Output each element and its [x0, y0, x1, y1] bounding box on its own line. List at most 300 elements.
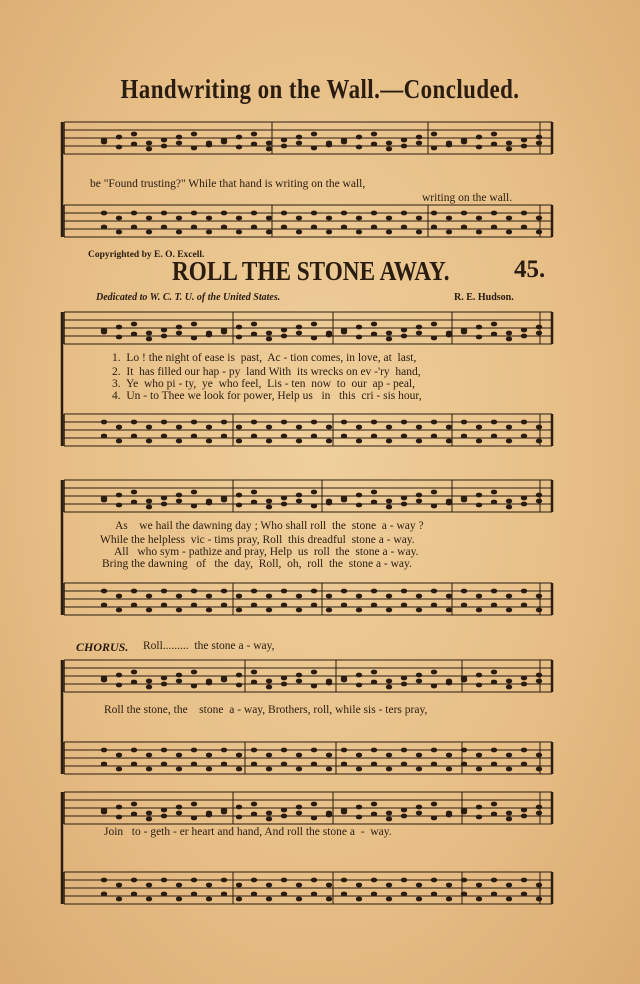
note-head [161, 138, 167, 143]
note-head [461, 878, 467, 883]
verse2-line-4: Bring the dawning of the day, Roll, oh, roll the stone a - way. [102, 558, 412, 570]
note-head [251, 762, 257, 767]
note-head [281, 496, 287, 501]
note-head [386, 753, 392, 758]
note-head [251, 322, 257, 327]
note-head [206, 143, 212, 148]
note-head [191, 434, 197, 439]
note-head [416, 883, 422, 888]
note-head [521, 676, 527, 681]
top-lyric-line: be "Found trusting?" While that hand is writing on the wall, [90, 178, 366, 190]
note-head [386, 685, 392, 690]
note-head [521, 502, 527, 507]
note-head [176, 673, 182, 678]
note-head [491, 603, 497, 608]
note-head [236, 425, 242, 430]
note-head [401, 434, 407, 439]
note-head [536, 673, 542, 678]
note-head [401, 328, 407, 333]
note-head [506, 216, 512, 221]
note-head [176, 141, 182, 146]
note-head [146, 897, 152, 902]
note-head [371, 802, 377, 807]
note-head [236, 216, 242, 221]
note-head [506, 499, 512, 504]
note-head [296, 230, 302, 235]
note-head [311, 670, 317, 675]
note-head [326, 681, 332, 686]
note-head [191, 146, 197, 151]
note-head [461, 892, 467, 897]
note-head [401, 225, 407, 230]
note-head [326, 813, 332, 818]
note-head [221, 434, 227, 439]
note-head [236, 805, 242, 810]
note-head [176, 883, 182, 888]
note-head [371, 812, 377, 817]
note-head [191, 684, 197, 689]
note-head [101, 678, 107, 683]
note-head [356, 594, 362, 599]
note-head [176, 230, 182, 235]
note-head [266, 216, 272, 221]
note-head [506, 141, 512, 146]
note-head [491, 211, 497, 216]
note-head [116, 425, 122, 430]
note-head [506, 608, 512, 613]
note-head [431, 132, 437, 137]
hymn-number: 45. [514, 256, 546, 283]
note-head [311, 420, 317, 425]
note-head [431, 211, 437, 216]
note-head [281, 211, 287, 216]
note-head [116, 608, 122, 613]
note-head [416, 673, 422, 678]
note-head [251, 878, 257, 883]
note-head [476, 815, 482, 820]
note-head [356, 767, 362, 772]
note-head [176, 499, 182, 504]
note-head [401, 144, 407, 149]
note-head [311, 336, 317, 341]
note-head [146, 753, 152, 758]
note-head [146, 594, 152, 599]
note-head [236, 325, 242, 330]
note-head [431, 684, 437, 689]
note-head [191, 670, 197, 675]
note-head [191, 132, 197, 137]
note-head [341, 892, 347, 897]
note-head [131, 322, 137, 327]
note-head [506, 685, 512, 690]
note-head [356, 145, 362, 150]
note-head [356, 493, 362, 498]
note-head [416, 216, 422, 221]
note-head [476, 325, 482, 330]
note-head [296, 679, 302, 684]
note-head [431, 225, 437, 230]
note-head [386, 897, 392, 902]
note-head [176, 608, 182, 613]
note-head [461, 420, 467, 425]
note-head [476, 335, 482, 340]
note-head [491, 802, 497, 807]
note-head [296, 883, 302, 888]
note-head [311, 225, 317, 230]
note-head [416, 679, 422, 684]
note-head [191, 336, 197, 341]
note-head [266, 883, 272, 888]
note-head [251, 670, 257, 675]
note-head [281, 334, 287, 339]
note-head [506, 439, 512, 444]
note-head [251, 132, 257, 137]
note-head [326, 883, 332, 888]
note-head [401, 603, 407, 608]
note-head [491, 500, 497, 505]
note-head [146, 216, 152, 221]
note-head [221, 892, 227, 897]
note-head [116, 897, 122, 902]
note-head [221, 748, 227, 753]
note-head [296, 673, 302, 678]
note-head [131, 434, 137, 439]
note-head [506, 817, 512, 822]
note-head [191, 225, 197, 230]
note-head [476, 608, 482, 613]
note-head [236, 230, 242, 235]
note-head [161, 225, 167, 230]
note-head [281, 589, 287, 594]
note-head [191, 878, 197, 883]
note-head [371, 434, 377, 439]
note-head [461, 330, 467, 335]
note-head [281, 225, 287, 230]
note-head [206, 439, 212, 444]
note-head [206, 753, 212, 758]
note-head [236, 683, 242, 688]
note-head [476, 883, 482, 888]
note-head [206, 230, 212, 235]
note-head [386, 883, 392, 888]
note-head [311, 504, 317, 509]
note-head [131, 762, 137, 767]
note-head [176, 439, 182, 444]
note-head [191, 603, 197, 608]
note-head [146, 331, 152, 336]
note-head [461, 678, 467, 683]
note-head [236, 897, 242, 902]
note-head [206, 333, 212, 338]
note-head [356, 883, 362, 888]
note-head [431, 816, 437, 821]
note-head [446, 143, 452, 148]
note-head [101, 330, 107, 335]
note-head [236, 335, 242, 340]
note-head [131, 332, 137, 337]
note-head [491, 680, 497, 685]
note-head [491, 332, 497, 337]
note-head [476, 135, 482, 140]
note-head [266, 141, 272, 146]
note-head [236, 135, 242, 140]
note-head [491, 878, 497, 883]
note-head [356, 335, 362, 340]
note-head [416, 811, 422, 816]
note-head [311, 878, 317, 883]
note-head [176, 767, 182, 772]
note-head [326, 439, 332, 444]
note-head [266, 499, 272, 504]
note-head [416, 331, 422, 336]
note-head [371, 420, 377, 425]
note-head [521, 892, 527, 897]
note-head [221, 225, 227, 230]
note-head [221, 498, 227, 503]
note-head [431, 146, 437, 151]
note-head [386, 216, 392, 221]
note-head [341, 762, 347, 767]
note-head [446, 767, 452, 772]
note-head [251, 748, 257, 753]
note-head [161, 420, 167, 425]
note-head [221, 678, 227, 683]
note-head [281, 762, 287, 767]
composer: R. E. Hudson. [454, 292, 514, 303]
note-head [506, 897, 512, 902]
note-head [491, 670, 497, 675]
note-head [191, 762, 197, 767]
note-head [416, 897, 422, 902]
note-head [341, 140, 347, 145]
note-head [146, 425, 152, 430]
note-head [236, 753, 242, 758]
note-head [536, 331, 542, 336]
note-head [356, 683, 362, 688]
note-head [236, 673, 242, 678]
note-head [146, 147, 152, 152]
note-head [401, 762, 407, 767]
note-head [476, 145, 482, 150]
note-head [536, 425, 542, 430]
note-head [476, 594, 482, 599]
note-head [161, 603, 167, 608]
note-head [191, 748, 197, 753]
note-head [536, 897, 542, 902]
note-head [296, 594, 302, 599]
note-head [356, 325, 362, 330]
note-head [281, 434, 287, 439]
note-head [491, 762, 497, 767]
note-head [431, 762, 437, 767]
note-head [221, 589, 227, 594]
note-head [146, 505, 152, 510]
note-head [296, 608, 302, 613]
note-head [326, 608, 332, 613]
note-head [116, 753, 122, 758]
note-head [266, 685, 272, 690]
note-head [221, 762, 227, 767]
note-head [296, 439, 302, 444]
dedication: Dedicated to W. C. T. U. of the United States. [96, 292, 281, 303]
note-head [461, 498, 467, 503]
note-head [506, 767, 512, 772]
verse-line-4: 4. Un - to Thee we look for power, Help us in this cri - sis hour, [112, 390, 422, 402]
note-head [371, 670, 377, 675]
note-head [176, 216, 182, 221]
note-head [431, 434, 437, 439]
note-head [401, 676, 407, 681]
note-head [416, 135, 422, 140]
note-head [146, 679, 152, 684]
note-head [536, 805, 542, 810]
note-head [176, 805, 182, 810]
note-head [176, 594, 182, 599]
note-head [371, 132, 377, 137]
note-head [356, 135, 362, 140]
note-head [416, 767, 422, 772]
note-head [536, 883, 542, 888]
note-head [206, 813, 212, 818]
note-head [251, 225, 257, 230]
note-head [401, 496, 407, 501]
note-head [461, 603, 467, 608]
note-head [161, 762, 167, 767]
note-head [266, 767, 272, 772]
note-head [461, 434, 467, 439]
note-head [161, 211, 167, 216]
note-head [206, 608, 212, 613]
note-head [131, 225, 137, 230]
note-head [206, 883, 212, 888]
note-head [266, 230, 272, 235]
note-head [251, 332, 257, 337]
note-head [116, 325, 122, 330]
note-head [131, 670, 137, 675]
note-head [146, 337, 152, 342]
note-head [386, 767, 392, 772]
note-head [236, 503, 242, 508]
note-head [521, 762, 527, 767]
note-head [476, 439, 482, 444]
note-head [296, 499, 302, 504]
note-head [116, 135, 122, 140]
note-head [311, 589, 317, 594]
note-head [506, 753, 512, 758]
chorus-label: CHORUS. [76, 640, 129, 654]
verse-line-3: 3. Ye who pi - ty, ye who feel, Lis - ten now to our ap - peal, [112, 378, 415, 390]
note-head [461, 748, 467, 753]
final-lyric: Join to - geth - er heart and hand, And roll the stone a - way. [104, 826, 392, 838]
note-head [476, 425, 482, 430]
note-head [251, 680, 257, 685]
note-head [356, 673, 362, 678]
note-head [191, 211, 197, 216]
note-head [116, 503, 122, 508]
note-head [536, 439, 542, 444]
note-head [521, 225, 527, 230]
note-head [191, 504, 197, 509]
note-head [281, 682, 287, 687]
note-head [311, 892, 317, 897]
note-head [371, 748, 377, 753]
note-head [251, 434, 257, 439]
note-head [446, 216, 452, 221]
note-head [176, 331, 182, 336]
note-head [221, 420, 227, 425]
note-head [236, 815, 242, 820]
note-head [326, 425, 332, 430]
note-head [146, 767, 152, 772]
note-head [296, 805, 302, 810]
note-head [206, 501, 212, 506]
note-head [401, 138, 407, 143]
note-head [536, 594, 542, 599]
note-head [131, 812, 137, 817]
note-head [131, 603, 137, 608]
note-head [371, 332, 377, 337]
note-head [356, 230, 362, 235]
note-head [521, 138, 527, 143]
note-head [176, 325, 182, 330]
note-head [536, 608, 542, 613]
note-head [251, 589, 257, 594]
note-head [431, 878, 437, 883]
note-head [101, 498, 107, 503]
note-head [341, 878, 347, 883]
note-head [116, 230, 122, 235]
note-head [116, 767, 122, 772]
note-head [371, 322, 377, 327]
note-head [446, 681, 452, 686]
note-head [116, 216, 122, 221]
note-head [266, 608, 272, 613]
note-head [416, 499, 422, 504]
note-head [416, 425, 422, 430]
note-head [131, 142, 137, 147]
note-head [341, 225, 347, 230]
note-head [161, 682, 167, 687]
chorus-upper-lyric: Roll......... the stone a - way, [143, 640, 275, 652]
note-head [461, 211, 467, 216]
note-head [251, 812, 257, 817]
note-head [221, 878, 227, 883]
note-head [116, 145, 122, 150]
note-head [296, 216, 302, 221]
note-head [161, 144, 167, 149]
note-head [221, 211, 227, 216]
note-head [371, 762, 377, 767]
note-head [401, 878, 407, 883]
note-head [536, 216, 542, 221]
note-head [491, 420, 497, 425]
note-head [206, 767, 212, 772]
note-head [476, 230, 482, 235]
note-head [476, 683, 482, 688]
note-head [131, 132, 137, 137]
note-head [326, 594, 332, 599]
note-head [521, 589, 527, 594]
note-head [311, 211, 317, 216]
note-head [236, 883, 242, 888]
note-head [506, 883, 512, 888]
note-head [131, 420, 137, 425]
note-head [461, 762, 467, 767]
note-head [476, 805, 482, 810]
note-head [446, 608, 452, 613]
note-head [311, 762, 317, 767]
note-head [131, 802, 137, 807]
